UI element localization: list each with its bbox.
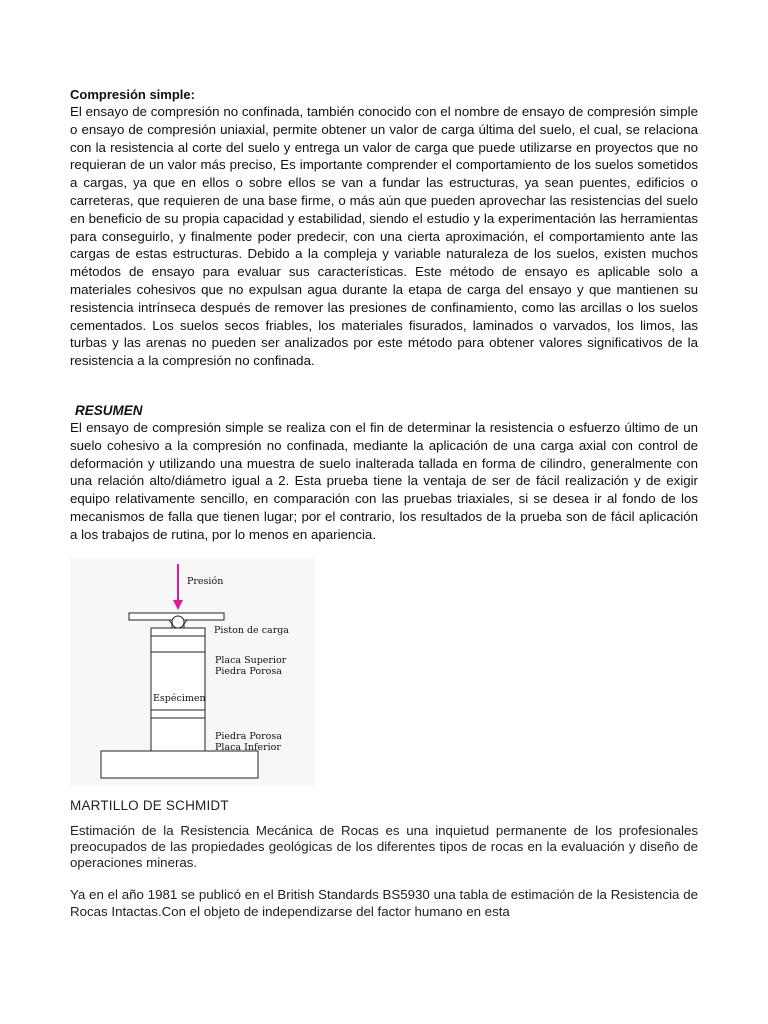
- section-resumen: [70, 402, 698, 544]
- label-especimen: Espécimen: [153, 693, 206, 704]
- label-piston: Piston de carga: [214, 625, 289, 636]
- upper-plate: [151, 628, 205, 636]
- pressure-arrow-head: [173, 600, 183, 610]
- section-bs5930: [70, 886, 698, 920]
- upper-porous-stone: [151, 636, 205, 652]
- section-heading: RESUMEN: [75, 403, 143, 418]
- section-martillo: [70, 823, 698, 871]
- load-ball: [172, 616, 184, 628]
- lower-porous-stone: [151, 710, 205, 718]
- label-placa-superior: Placa Superior: [215, 655, 287, 666]
- lower-plate: [151, 718, 205, 751]
- section-compresion-simple: [70, 86, 698, 370]
- section-paragraph: El ensayo de compresión simple se realiza con el fin de determinar la resistencia o esfuerzo último de un suelo cohesivo a la compresión no confinada, mediante la aplicación de una carga axial con control de deformación y utilizando una muestra de suelo inalterada tallada en forma de cilindro, generalmente con una relación alto/diámetro igual a 2. Esta prueba tiene la ventaja de ser de fácil realización y de exigir equipo relativamente sencillo, en comparación con las pruebas triaxiales, si se desea ir al fondo de los mecanismos de falla que tienen lugar; por el contrario, los resultados de la prueba son de fácil aplicación a los trabajos de rutina, por lo menos en apariencia.: [70, 420, 698, 542]
- section-paragraph: Ya en el año 1981 se publicó en el British Standards BS5930 una tabla de estimación de la Resistencia de Rocas Intactas.Con el objeto de independizarse del factor humano en esta: [70, 887, 698, 919]
- label-piedra-porosa-top: Piedra Porosa: [215, 666, 282, 677]
- section-heading: Compresión simple:: [70, 87, 195, 102]
- section-paragraph: Estimación de la Resistencia Mecánica de Rocas es una inquietud permanente de los profesionales preocupados de las propiedades geológicas de los diferentes tipos de rocas en la evaluación y diseño de operaciones mineras.: [70, 823, 698, 870]
- section-paragraph: El ensayo de compresión no confinada, también conocido con el nombre de ensayo de compresión simple o ensayo de compresión uniaxial, permite obtener un valor de carga última del suelo, el cual, se relaciona con la resistencia al corte del suelo y entrega un valor de carga que puede utilizarse en proyectos que no requieran de un valor más preciso, Es importante comprender el comportamiento de los suelos sometidos a cargas, ya que en ellos o sobre ellos se van a fundar las estructuras, ya sean puentes, edificios o carreteras, que requieren de una base firme, o más aún que pueden aprovechar las resistencias del suelo en beneficio de su propia capacidad y estabilidad, siendo el estudio y la experimentación las herramientas para conseguirlo, y finalmente poder predecir, con una cierta aproximación, el comportamiento ante las cargas de estas estructuras. Debido a la compleja y variable naturaleza de los suelos, existen muchos métodos de ensayo para evaluar sus características. Este método de ensayo es aplicable solo a materiales cohesivos que no expulsan agua durante la etapa de carga del ensayo y que mantienen su resistencia intrínseca después de remover las presiones de confinamiento, como las arcillas o los suelos cementados. Los suelos secos friables, los materiales fisurados, laminados o varvados, los limos, las turbas y las arenas no pueden ser analizados por este método para obtener valores significativos de la resistencia a la compresión no confinada.: [70, 104, 698, 369]
- label-presion: Presión: [187, 576, 224, 587]
- base-block: [101, 751, 258, 778]
- compression-test-diagram: [70, 558, 315, 786]
- section-title-martillo: MARTILLO DE SCHMIDT: [70, 798, 229, 813]
- label-piedra-porosa-bottom: Piedra Porosa: [215, 731, 282, 742]
- label-placa-inferior: Placa Inferior: [215, 742, 281, 753]
